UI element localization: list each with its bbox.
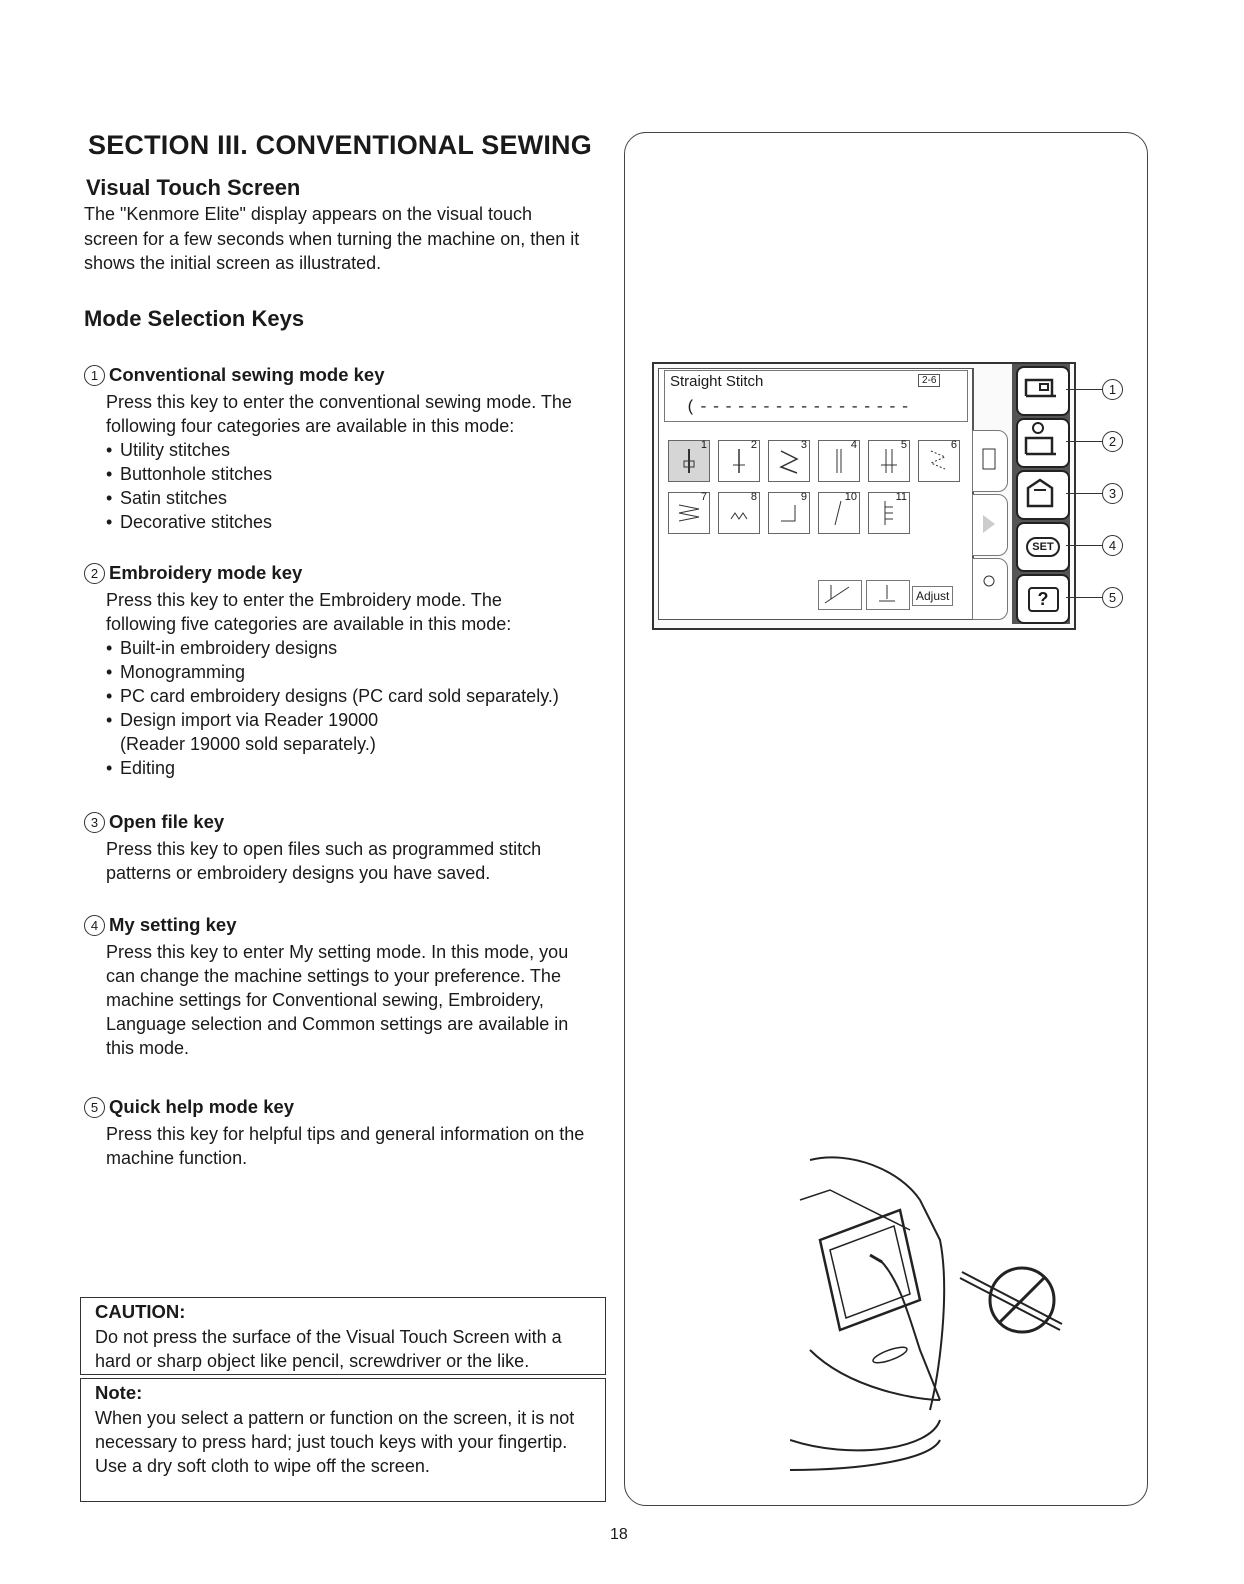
callout-2: 2 xyxy=(1102,431,1123,452)
callout-3: 3 xyxy=(1102,483,1123,504)
list-item: (Reader 19000 sold separately.) xyxy=(120,734,376,754)
key-1-text: Press this key to enter the conventional sewing mode. The following four categories are available in this mode: xyxy=(106,392,572,436)
key-3-number: 3 xyxy=(84,812,105,833)
key-1-title: Conventional sewing mode key xyxy=(109,364,385,385)
straight-stitch-icon xyxy=(675,447,703,475)
key-3-title: Open file key xyxy=(109,811,225,832)
caution-box xyxy=(80,1297,606,1375)
stitch-tile-number: 9 xyxy=(800,491,807,503)
key-3-text: Press this key to open files such as programmed stitch patterns or embroidery designs you have saved. xyxy=(106,839,542,883)
triple-stitch-icon xyxy=(825,447,853,475)
stitch-tile-7[interactable] xyxy=(668,492,710,534)
list-item: • PC card embroidery designs (PC card sold separately.) xyxy=(106,684,596,708)
set-label: SET xyxy=(1026,537,1059,557)
conventional-sewing-key[interactable] xyxy=(1016,366,1070,416)
zigzag-stitch-icon xyxy=(675,499,703,527)
stitch-tile-5[interactable] xyxy=(868,440,910,482)
callout-4: 4 xyxy=(1102,535,1123,556)
caution-text: Do not press the surface of the Visual Touch Screen with a hard or sharp object like pencil, screwdriver or the like. xyxy=(95,1327,562,1371)
note-text-1: When you select a pattern or function on the screen, it is not necessary to press hard; just touch keys with your fingertip. xyxy=(95,1408,575,1452)
key-5-block xyxy=(84,1096,604,1170)
key-3-block xyxy=(84,811,604,885)
key-3-heading xyxy=(84,811,604,833)
straight-stitch-icon xyxy=(725,447,753,475)
note-text-2: Use a dry soft cloth to wipe off the screen. xyxy=(95,1456,430,1476)
key-5-title: Quick help mode key xyxy=(109,1096,295,1117)
blind-stitch-icon xyxy=(775,499,803,527)
key-5-heading xyxy=(84,1096,604,1118)
list-item: • Decorative stitches xyxy=(106,510,604,534)
list-item: • Editing xyxy=(106,756,596,780)
stretch-stitch-icon xyxy=(825,499,853,527)
stitch-tile-4[interactable] xyxy=(818,440,860,482)
key-4-number: 4 xyxy=(84,915,105,936)
sewing-machine-icon xyxy=(1018,368,1064,410)
tab-utility[interactable] xyxy=(972,430,1008,492)
stitch-tile-9[interactable] xyxy=(768,492,810,534)
stitch-tile-number: 1 xyxy=(700,439,707,451)
adjust-button[interactable]: Adjust xyxy=(912,586,953,606)
stitch-name: Straight Stitch xyxy=(670,373,764,390)
callout-line-2 xyxy=(1066,441,1102,442)
open-file-icon xyxy=(1018,472,1064,514)
visual-touch-para: The "Kenmore Elite" display appears on the visual touch screen for a few seconds when turning the machine on, then it shows the initial screen as illustrated. xyxy=(84,204,580,273)
note-box xyxy=(80,1378,606,1502)
twin-needle-button[interactable] xyxy=(818,580,862,610)
stitch-tile-8[interactable] xyxy=(718,492,760,534)
help-label: ? xyxy=(1028,587,1059,612)
stitch-tile-number: 6 xyxy=(950,439,957,451)
stitch-tile-number: 3 xyxy=(800,439,807,451)
embroidery-key[interactable] xyxy=(1016,418,1070,468)
key-4-text: Press this key to enter My setting mode. In this mode, you can change the machine settings to your preference. The machine settings for Conventional sewing, Embroidery, Language selection and Common settings are available in this mode. xyxy=(106,942,569,1058)
quick-help-key[interactable] xyxy=(1016,574,1070,624)
key-1-number: 1 xyxy=(84,365,105,386)
list-item: • Utility stitches xyxy=(106,438,604,462)
ladder-stitch-icon xyxy=(875,499,903,527)
callout-line-4 xyxy=(1066,545,1102,546)
key-1-heading xyxy=(84,364,604,386)
stitch-tile-6[interactable] xyxy=(918,440,960,482)
stitch-preview: (----------------- xyxy=(686,398,913,416)
callout-line-3 xyxy=(1066,493,1102,494)
stitch-tile-number: 11 xyxy=(895,491,907,503)
key-2-text: Press this key to enter the Embroidery mode. The following five categories are available in this mode: xyxy=(106,590,512,634)
key-4-heading xyxy=(84,914,604,936)
stitch-tile-number: 5 xyxy=(900,439,907,451)
key-4-title: My setting key xyxy=(109,914,237,935)
list-item: • Buttonhole stitches xyxy=(106,462,604,486)
needle-icon xyxy=(819,581,859,607)
utility-stitch-icon xyxy=(973,431,1005,489)
zigzag-stitch-icon xyxy=(775,447,803,475)
zigzag-stitch-icon xyxy=(925,447,953,475)
callout-line-1 xyxy=(1066,389,1102,390)
presser-foot-button[interactable] xyxy=(866,580,910,610)
stitch-tile-1[interactable] xyxy=(668,440,710,482)
stitch-tile-number: 10 xyxy=(844,491,857,503)
callout-5: 5 xyxy=(1102,587,1123,608)
list-item: • Satin stitches xyxy=(106,486,604,510)
key-2-title: Embroidery mode key xyxy=(109,562,303,583)
decorative-stitch-icon xyxy=(973,559,1005,617)
stitch-tile-3[interactable] xyxy=(768,440,810,482)
visual-touch-heading: Visual Touch Screen xyxy=(86,175,301,200)
stitch-badge: 2-6 xyxy=(918,374,940,387)
note-label: Note: xyxy=(95,1382,143,1403)
stitch-tile-number: 4 xyxy=(850,439,857,451)
stitch-tile-11[interactable] xyxy=(868,492,910,534)
list-item: • Built-in embroidery designs xyxy=(106,636,596,660)
section-title: SECTION III. CONVENTIONAL SEWING xyxy=(88,130,592,160)
tab-buttonhole[interactable] xyxy=(972,494,1008,556)
list-item: • Design import via Reader 19000 xyxy=(106,708,596,732)
caution-label: CAUTION: xyxy=(95,1301,186,1322)
stitch-tile-number: 7 xyxy=(700,491,707,503)
stitch-tile-10[interactable] xyxy=(818,492,860,534)
key-1-block xyxy=(84,364,604,534)
page-number: 18 xyxy=(610,1526,628,1543)
arrow-right-icon xyxy=(973,495,1005,553)
key-2-block xyxy=(84,562,624,780)
presser-foot-icon xyxy=(867,581,907,607)
stitch-tile-number: 2 xyxy=(750,439,757,451)
callout-1: 1 xyxy=(1102,379,1123,400)
key-5-number: 5 xyxy=(84,1097,105,1118)
note-text xyxy=(81,1404,605,1482)
embroidery-icon xyxy=(1018,420,1064,462)
list-item: • Monogramming xyxy=(106,660,596,684)
tab-decorative[interactable] xyxy=(972,558,1008,620)
zigzag-stitch-icon xyxy=(725,499,753,527)
triple-stitch-icon xyxy=(875,447,903,475)
key-2-number: 2 xyxy=(84,563,105,584)
my-setting-key[interactable] xyxy=(1016,522,1070,572)
key-5-text: Press this key for helpful tips and general information on the machine function. xyxy=(106,1124,585,1168)
callout-line-5 xyxy=(1066,597,1102,598)
key-4-block xyxy=(84,914,604,1060)
stitch-tile-2[interactable] xyxy=(718,440,760,482)
key-2-heading xyxy=(84,562,624,584)
machine-touch-illustration xyxy=(790,1150,1130,1480)
stitch-tile-number: 8 xyxy=(750,491,757,503)
open-file-key[interactable] xyxy=(1016,470,1070,520)
mode-keys-heading: Mode Selection Keys xyxy=(84,306,305,331)
